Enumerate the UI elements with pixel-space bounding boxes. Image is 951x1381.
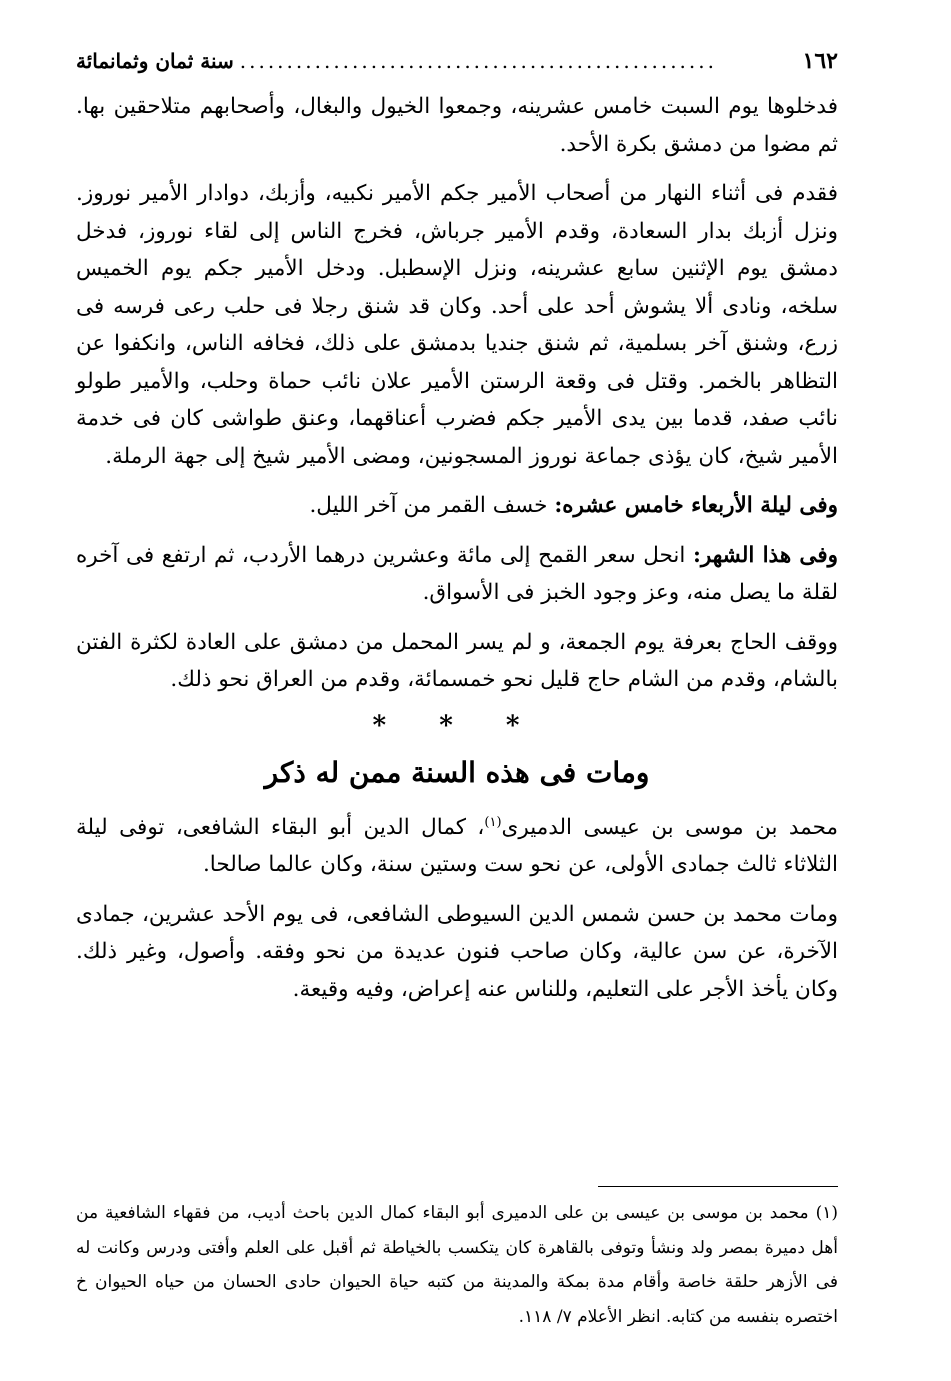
paragraph-text: ووقف الحاج بعرفة يوم الجمعة، و لم يسر المحمل من دمشق على العادة لكثرة الفتن بالشام، وقدم من الشام حاج قليل نحو خمسمائة، وقدم من العراق نحو ذلك. xyxy=(76,629,838,692)
paragraph xyxy=(76,537,838,612)
running-title: سنة ثمان وثمانمائة xyxy=(76,49,234,73)
paragraph-text: فقدم فى أثناء النهار من أصحاب الأمير جكم الأمير نكبيه، وأزبك، دوادار الأمير نوروز. ونزل أزبك بدار السعادة، وقدم الأمير جرباش، فخرج الناس إلى لقاء نوروز، فدخل دمشق يوم الإثنين سابع عشرينه، ونزل الإسطبل. ودخل الأمير جكم يوم الخميس سلخه، ونادى ألا يشوش أحد على أحد. وكان قد شنق رجلا فى حلب رعى فرسه فى زرع، وشنق آخر بسلمية، ثم شنق جنديا بدمشق على ذلك، فخافه الناس، وانكفوا عن التظاهر بالخمر. وقتل فى وقعة الرستن الأمير علان نائب حماة وحلب، والأمير طولو نائب صفد، قدما بين يدى الأمير جكم فضرب أعناقهما، وعنق طواشى كان فى خدمة الأمير شيخ، كان يؤذى جماعة نوروز المسجونين، ومضى الأمير شيخ إلى جهة الرملة. xyxy=(76,181,838,469)
paragraph xyxy=(76,487,838,525)
paragraph-lead: وفى ليلة الأربعاء خامس عشره: xyxy=(554,493,838,518)
obituary-entry xyxy=(76,896,838,1009)
header-leader-dots: ................................................... xyxy=(239,49,717,73)
page-header xyxy=(76,48,838,88)
paragraph-text: خسف القمر من آخر الليل. xyxy=(309,493,555,518)
footnote-divider xyxy=(598,1186,838,1187)
footnote-reference[interactable]: (١) xyxy=(484,814,502,830)
paragraph-lead: وفى هذا الشهر: xyxy=(692,542,839,568)
section-title: ومات فى هذه السنة ممن له ذكر xyxy=(264,755,650,789)
obituary-entry xyxy=(76,809,838,884)
paragraph xyxy=(76,88,838,163)
section-separator: * * * xyxy=(372,710,542,741)
footnote xyxy=(76,1196,838,1334)
obituary-text: محمد بن موسى بن عيسى الدميرى xyxy=(501,814,839,840)
paragraph xyxy=(76,175,838,475)
book-page xyxy=(76,48,839,1327)
paragraph xyxy=(76,624,838,699)
footnote-text: (١) محمد بن موسى بن عيسى بن على الدميرى أبو البقاء كمال الدين باحث أديب، من فقهاء الشافعية من أهل دميرة بمصر ولد ونشأ وتوفى بالقاهرة كان يتكسب بالخياطة ثم أقبل على العلم وأفتى ودرس وكانت له فى الأزهر حلقة خاصة وأقام مدة بمكة والمدينة من كتبه حياة الحيوان حادى الحسان من حياه الحيوان خ اختصره بنفسه من كتابه. انظر الأعلام ٧/ ١١٨. xyxy=(76,1203,838,1327)
page-number: ١٦٢ xyxy=(802,48,838,74)
obituary-text: ، كمال الدين أبو البقاء الشافعى، توفى ليلة الثلاثاء ثالث جمادى الأولى، عن نحو ست وستين سنة، وكان عالما صالحا. xyxy=(76,814,838,877)
paragraph-text: فدخلوها يوم السبت خامس عشرينه، وجمعوا الخيول والبغال، وأصحابهم متلاحقين بها. ثم مضوا من دمشق بكرة الأحد. xyxy=(76,94,838,157)
paragraph-text: انحل سعر القمح إلى مائة وعشرين درهما الأردب، ثم ارتفع فى آخره لقلة ما يصل منه، وعز وجود الخبز فى الأسواق. xyxy=(76,542,838,605)
obituary-text: ومات محمد بن حسن شمس الدين السيوطى الشافعى، فى يوم الأحد عشرين، جمادى الآخرة، عن سن عالية، وكان صاحب فنون عديدة من نحو وفقه. وأصول، وغير ذلك. وكان يأخذ الأجر على التعليم، وللناس عنه إعراض، وفيه وقيعة. xyxy=(76,901,838,1002)
